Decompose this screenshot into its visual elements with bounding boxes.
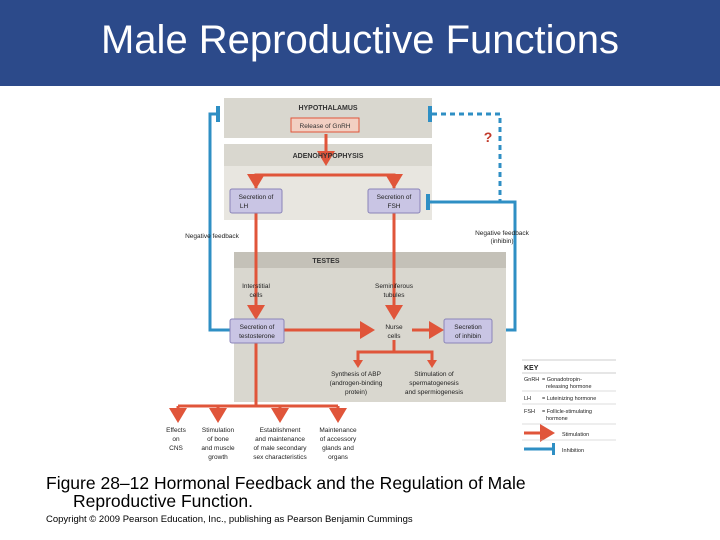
effect-sex-line1: Establishment (259, 427, 301, 434)
title-bar (0, 0, 720, 86)
key-lh-def: = Luteinizing hormone (542, 396, 597, 402)
effect-glands-line2: of accessory (319, 436, 357, 443)
effect-bone-muscle (201, 427, 235, 461)
effect-sex-line3: of male secondary (253, 445, 307, 452)
unknown-feedback-path (432, 114, 500, 202)
fsh-label-line1: Secretion of (376, 194, 412, 201)
lh-label-line1: Secretion of (238, 194, 274, 201)
fsh-label-line2: FSH (387, 203, 401, 210)
slide-title: Male Reproductive Functions (100, 18, 620, 62)
nurse-line2: cells (387, 333, 401, 340)
effect-bone-line3: and muscle (201, 445, 235, 452)
key-title: KEY (524, 365, 539, 372)
lh-label-line2: LH (239, 203, 249, 210)
inhibition-bar-right (426, 194, 430, 210)
abp-line1: Synthesis of ABP (331, 371, 381, 378)
effect-bone-line4: growth (208, 454, 228, 461)
abp-line2: (androgen-binding (329, 380, 383, 387)
inhibin-line2: of inhibin (454, 333, 482, 340)
interstitial-line2: cells (249, 292, 263, 299)
key-gnrh-def2: releasing hormone (546, 384, 592, 390)
negative-feedback-right-line1: Negative feedback (475, 230, 529, 237)
effect-sex-characteristics (253, 427, 307, 461)
inhibin-line1: Secretion (454, 324, 482, 331)
effect-bone-line2: of bone (207, 436, 229, 443)
nurse-line1: Nurse (385, 324, 403, 331)
effect-sex-line4: sex characteristics (253, 454, 307, 461)
testes-header-panel (234, 252, 506, 268)
key-inhibition-label: Inhibition (562, 448, 585, 454)
testes-label: TESTES (312, 258, 340, 265)
key-stimulation-label: Stimulation (562, 432, 590, 438)
negative-feedback-right-line2: (inhibin) (490, 238, 514, 245)
seminiferous-line1: Seminiferous (375, 283, 413, 290)
effect-glands-line1: Maintenance (319, 427, 357, 434)
release-gnrh-label: Release of GnRH (299, 123, 351, 130)
effect-accessory-glands (319, 427, 357, 461)
effect-cns-line1: Effects (166, 427, 186, 434)
abp-line3: protein) (344, 389, 368, 396)
key-gnrh-abbr: GnRH (524, 377, 540, 383)
inhibition-bar-top (428, 106, 432, 122)
effect-sex-line2: and maintenance (255, 436, 305, 443)
spermatogenesis-line1: Stimulation of (414, 371, 454, 378)
question-mark: ? (483, 129, 493, 145)
legend-key (520, 358, 616, 456)
effect-bone-line1: Stimulation (201, 427, 235, 434)
interstitial-line1: Interstitial (242, 283, 270, 290)
key-gnrh-def1: = Gonadotropin- (542, 377, 582, 383)
spermatogenesis-line3: and spermiogenesis (404, 389, 464, 396)
key-inhibition-bar (552, 443, 555, 455)
testosterone-line2: testosterone (239, 333, 275, 340)
adenohypophysis-label: ADENOHYPOPHYSIS (292, 153, 364, 160)
hypothalamus-label: HYPOTHALAMUS (298, 105, 358, 112)
effect-glands-line4: organs (328, 454, 348, 461)
testosterone-line1: Secretion of (239, 324, 275, 331)
caption-line-2: Reproductive Function. (73, 491, 253, 511)
effect-cns (166, 427, 187, 452)
figure-caption (46, 474, 686, 510)
copyright-notice: Copyright © 2009 Pearson Education, Inc., publishing as Pearson Benjamin Cummings (46, 514, 413, 525)
effect-cns-line3: CNS (169, 445, 183, 452)
inhibition-bar-left (216, 106, 220, 122)
key-fsh-def1: = Follicle-stimulating (542, 409, 592, 415)
feedback-diagram (0, 86, 720, 466)
negative-feedback-left-label: Negative feedback (185, 233, 239, 240)
effect-cns-line2: on (172, 436, 180, 443)
effect-glands-line3: glands and (322, 445, 354, 452)
lh-box (230, 189, 282, 213)
key-fsh-abbr: FSH (524, 409, 535, 415)
seminiferous-line2: tubules (383, 292, 405, 299)
key-lh-abbr: LH (524, 396, 532, 402)
key-fsh-def2: hormone (546, 416, 568, 422)
spermatogenesis-line2: spermatogenesis (409, 380, 459, 387)
caption-line-1: Figure 28–12 Hormonal Feedback and the Regulation of Male (46, 473, 526, 493)
